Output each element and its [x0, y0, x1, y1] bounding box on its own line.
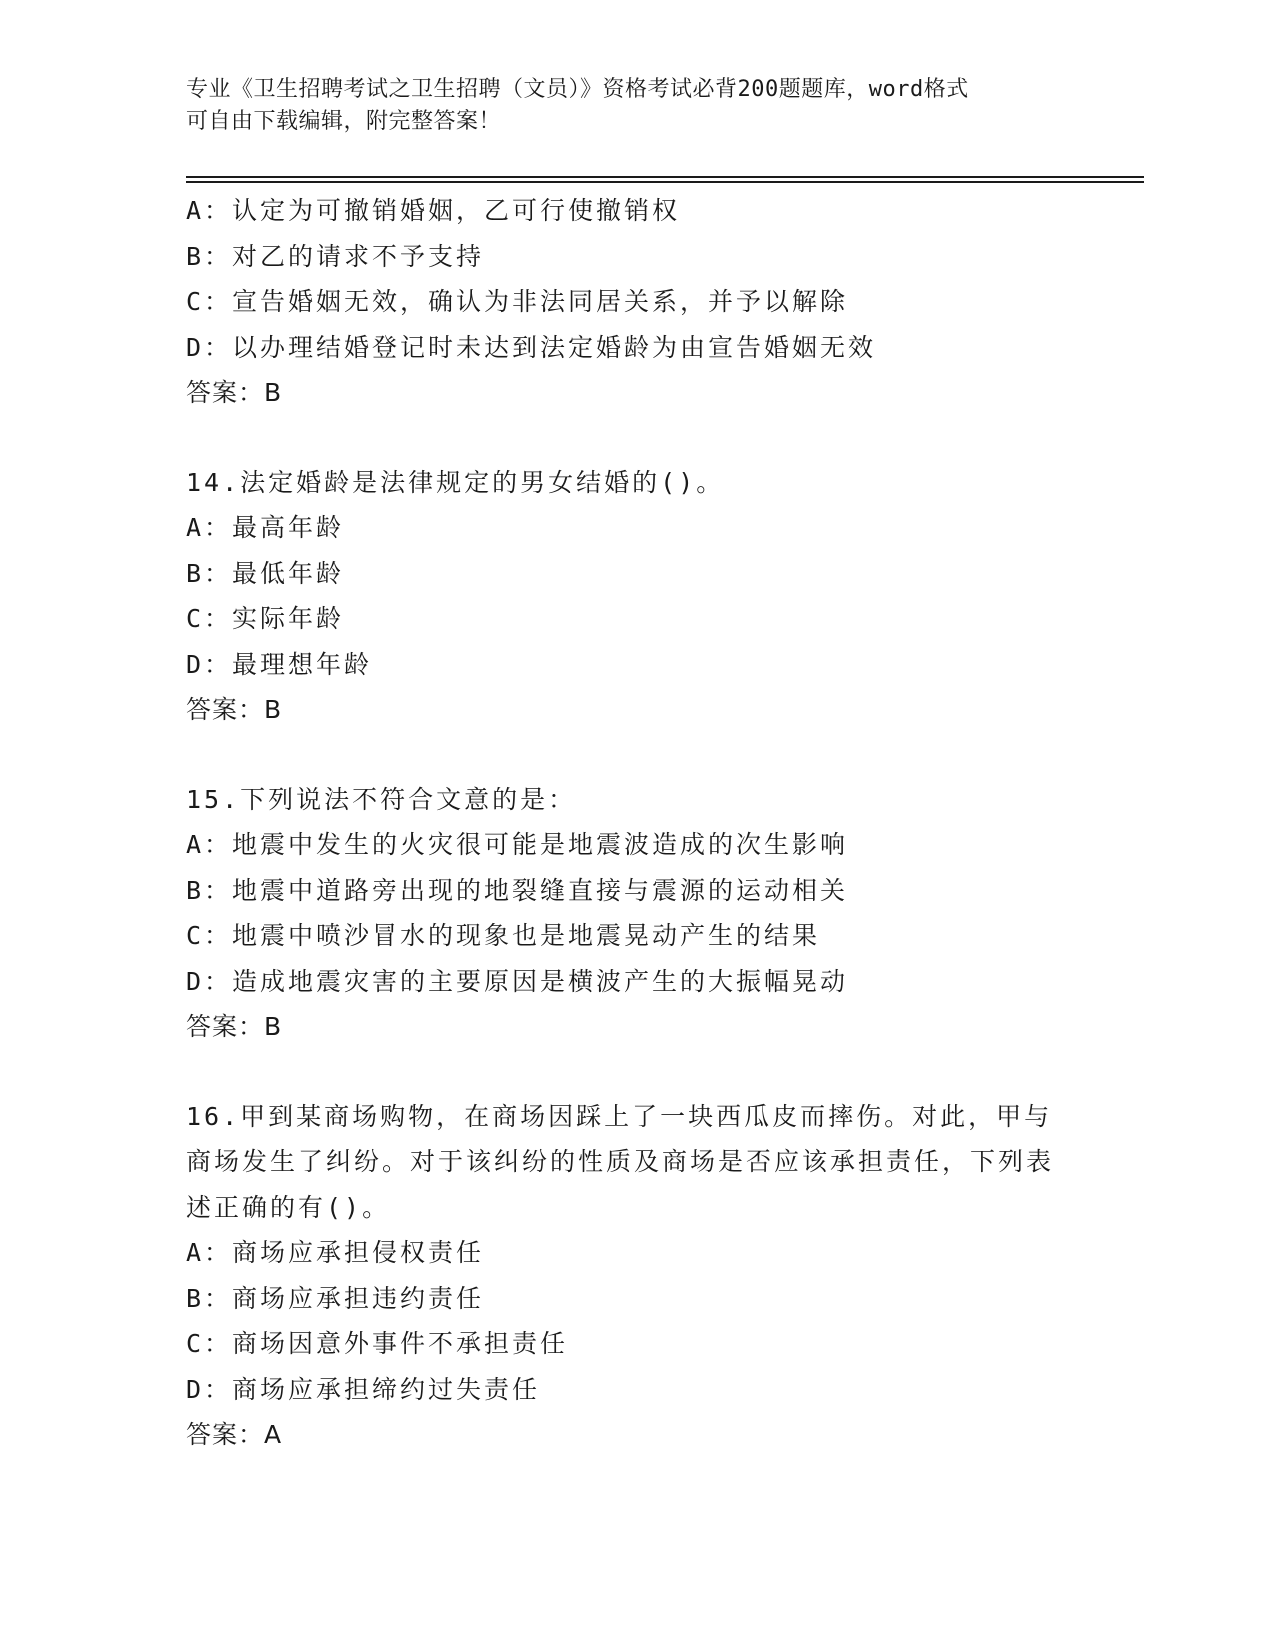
question-stem: 14.法定婚龄是法律规定的男女结婚的()。: [186, 467, 725, 497]
document-header: [186, 74, 1066, 138]
question-list: [186, 188, 1086, 1458]
option-c: C：地震中喷沙冒水的现象也是地震晃动产生的结果: [186, 921, 821, 950]
question-13: [186, 188, 1086, 416]
question-15: [186, 777, 1086, 1050]
spacer: [186, 416, 1086, 460]
answer: 答案：B: [186, 1012, 283, 1041]
option-d: D：最理想年龄: [186, 649, 373, 679]
option-c: C：宣告婚姻无效，确认为非法同居关系，并予以解除: [186, 287, 849, 316]
option-b: B：地震中道路旁出现的地裂缝直接与震源的运动相关: [186, 875, 849, 905]
option-a: A：认定为可撤销婚姻，乙可行使撤销权: [186, 196, 681, 225]
option-a: A：最高年龄: [186, 513, 345, 542]
header-line-2: 可自由下载编辑，附完整答案！: [186, 109, 502, 134]
answer: 答案：B: [186, 378, 283, 407]
header-rule-top: [186, 176, 1144, 178]
option-c: C：实际年龄: [186, 604, 345, 633]
option-b: B：商场应承担违约责任: [186, 1283, 485, 1313]
option-c: C：商场因意外事件不承担责任: [186, 1329, 569, 1358]
option-b: B：最低年龄: [186, 558, 345, 588]
answer: 答案：A: [186, 1420, 283, 1449]
spacer: [186, 733, 1086, 777]
option-b: B：对乙的请求不予支持: [186, 241, 485, 271]
question-14: [186, 460, 1086, 733]
option-a: A：商场应承担侵权责任: [186, 1238, 485, 1267]
question-stem: 16.甲到某商场购物，在商场因踩上了一块西瓜皮而摔伤。对此，甲与商场发生了纠纷。对于该纠纷的性质及商场是否应该承担责任，下列表述正确的有()。: [186, 1101, 1055, 1222]
answer: 答案：B: [186, 695, 283, 724]
header-line-1: 专业《卫生招聘考试之卫生招聘（文员）》资格考试必背200题题库，word格式: [186, 77, 969, 102]
question-stem: 15.下列说法不符合文意的是：: [186, 784, 577, 814]
option-d: D：造成地震灾害的主要原因是横波产生的大振幅晃动: [186, 966, 849, 996]
option-a: A：地震中发生的火灾很可能是地震波造成的次生影响: [186, 830, 849, 859]
spacer: [186, 1050, 1086, 1094]
question-16: [186, 1094, 1086, 1458]
option-d: D：商场应承担缔约过失责任: [186, 1374, 541, 1404]
option-d: D：以办理结婚登记时未达到法定婚龄为由宣告婚姻无效: [186, 332, 877, 362]
header-rule-bottom: [186, 181, 1144, 183]
